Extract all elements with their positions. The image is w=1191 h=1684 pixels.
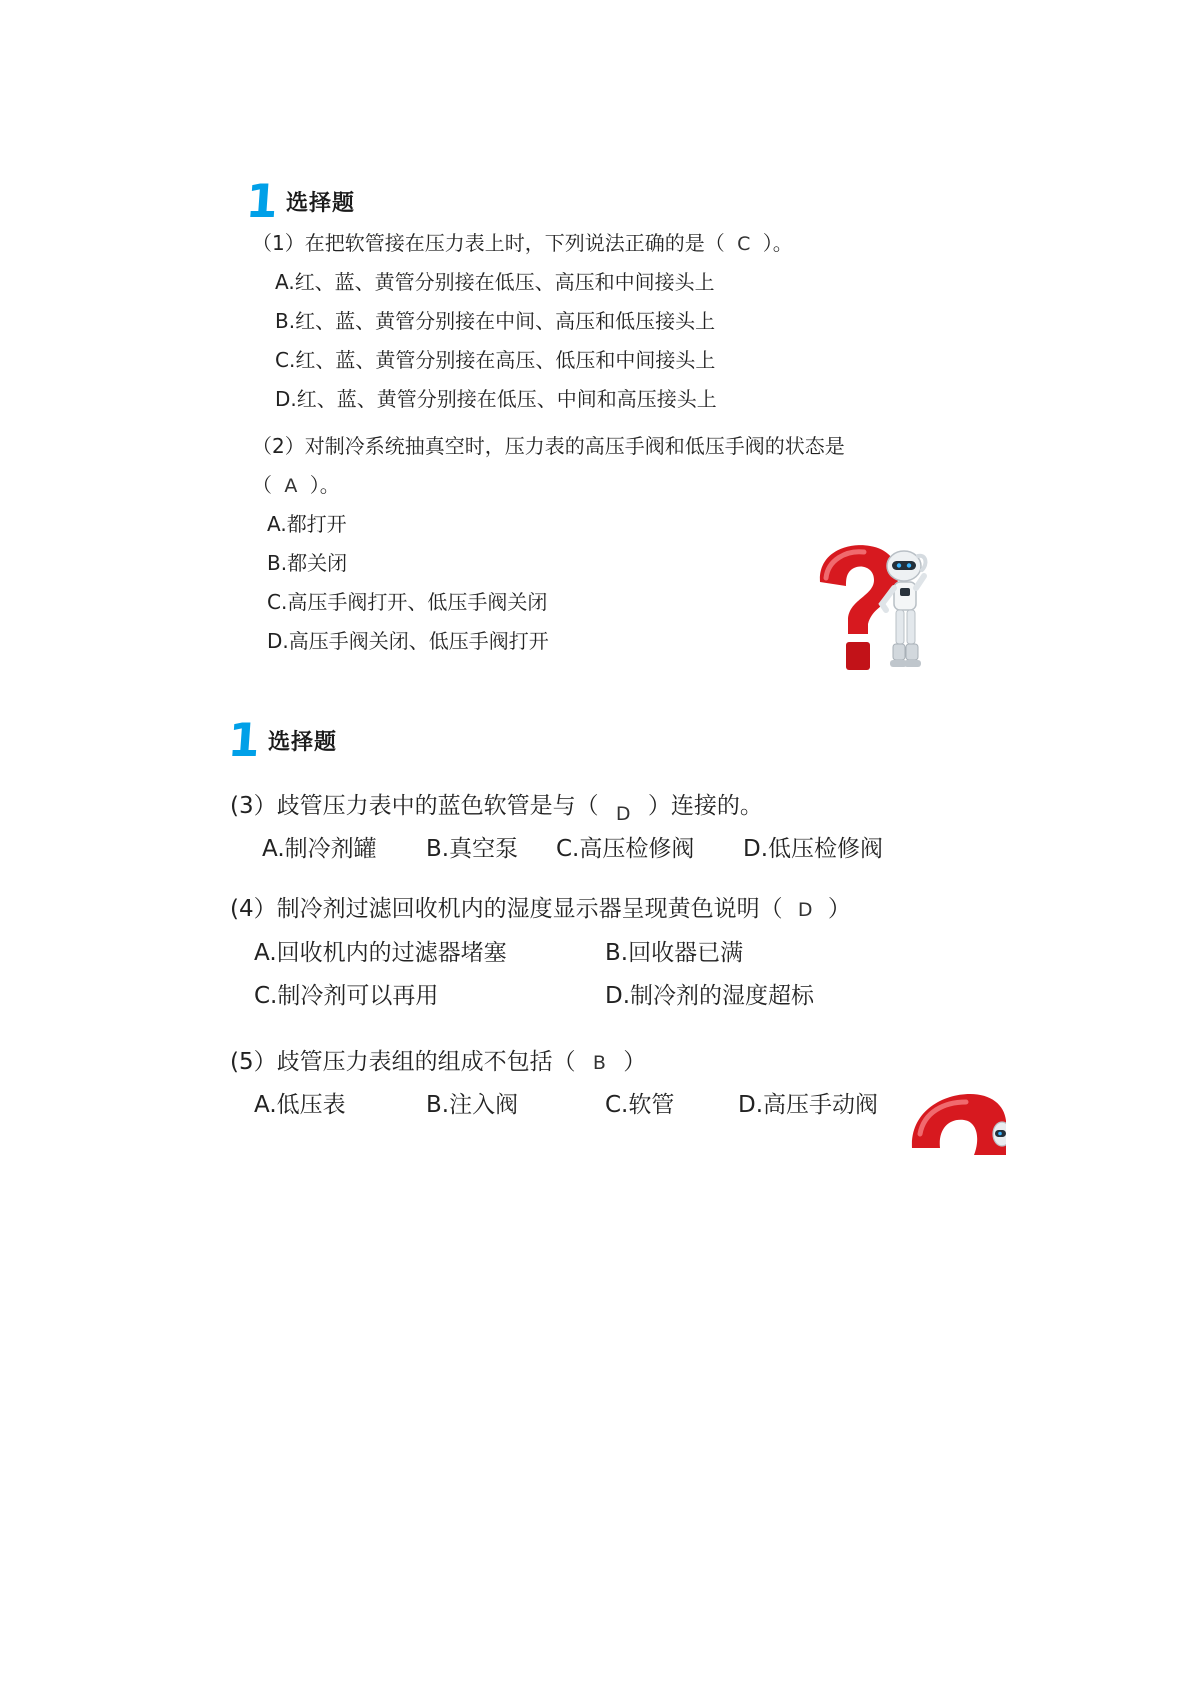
question-2-option-d: D.高压手阀关闭、低压手阀打开 [267, 629, 549, 653]
question-1-stem: （1）在把软管接在压力表上时，下列说法正确的是（ C ）。 [252, 231, 793, 255]
section-number: 1 [226, 713, 262, 767]
question-2-stem-line-1: （2）对制冷系统抽真空时，压力表的高压手阀和低压手阀的状态是 [252, 434, 845, 458]
question-3-option-c: C.高压检修阀 [556, 836, 695, 862]
answer-4: D [797, 899, 813, 921]
question-1-option-a: A.红、蓝、黄管分别接在低压、高压和中间接头上 [275, 270, 715, 294]
question-2-option-b: B.都关闭 [267, 551, 348, 575]
question-5-option-b: B.注入阀 [426, 1092, 519, 1118]
question-5-option-c: C.软管 [605, 1092, 675, 1118]
question-3-option-a: A.制冷剂罐 [262, 836, 377, 862]
question-4-stem: (4）制冷剂过滤回收机内的湿度显示器呈现黄色说明（ D ） [230, 896, 851, 922]
section-header-1 [244, 174, 356, 228]
question-mark-illustration [908, 1088, 1006, 1155]
answer-3: D [615, 803, 631, 825]
question-4-option-b: B.回收器已满 [605, 940, 744, 966]
question-4-option-a: A.回收机内的过滤器堵塞 [254, 940, 507, 966]
question-1-option-d: D.红、蓝、黄管分别接在低压、中间和高压接头上 [275, 387, 717, 411]
section-title: 选择题 [268, 729, 338, 755]
question-2-stem-line-2: （ A ）。 [252, 473, 340, 497]
section-title: 选择题 [286, 190, 356, 216]
answer-1: C [737, 233, 751, 255]
question-3-stem: (3）歧管压力表中的蓝色软管是与（ D ）连接的。 [230, 793, 763, 825]
question-1-option-b: B.红、蓝、黄管分别接在中间、高压和低压接头上 [275, 309, 716, 333]
answer-2: A [284, 475, 298, 497]
question-3-option-b: B.真空泵 [426, 836, 519, 862]
section-header-2 [226, 713, 338, 767]
section-number: 1 [244, 174, 280, 228]
question-4-option-c: C.制冷剂可以再用 [254, 983, 439, 1009]
question-5-option-d: D.高压手动阀 [738, 1092, 879, 1118]
question-3-option-d: D.低压检修阀 [743, 836, 884, 862]
question-5-option-a: A.低压表 [254, 1092, 346, 1118]
question-mark-robot-icon [808, 538, 938, 670]
question-5-stem: (5）歧管压力表组的组成不包括（ B ） [230, 1049, 647, 1075]
question-4-option-d: D.制冷剂的湿度超标 [605, 983, 815, 1009]
question-mark-icon [908, 1088, 1006, 1155]
question-2-option-c: C.高压手阀打开、低压手阀关闭 [267, 590, 548, 614]
answer-5: B [592, 1052, 606, 1074]
robot-question-illustration [808, 538, 938, 670]
question-2-option-a: A.都打开 [267, 512, 347, 536]
question-1-option-c: C.红、蓝、黄管分别接在高压、低压和中间接头上 [275, 348, 716, 372]
